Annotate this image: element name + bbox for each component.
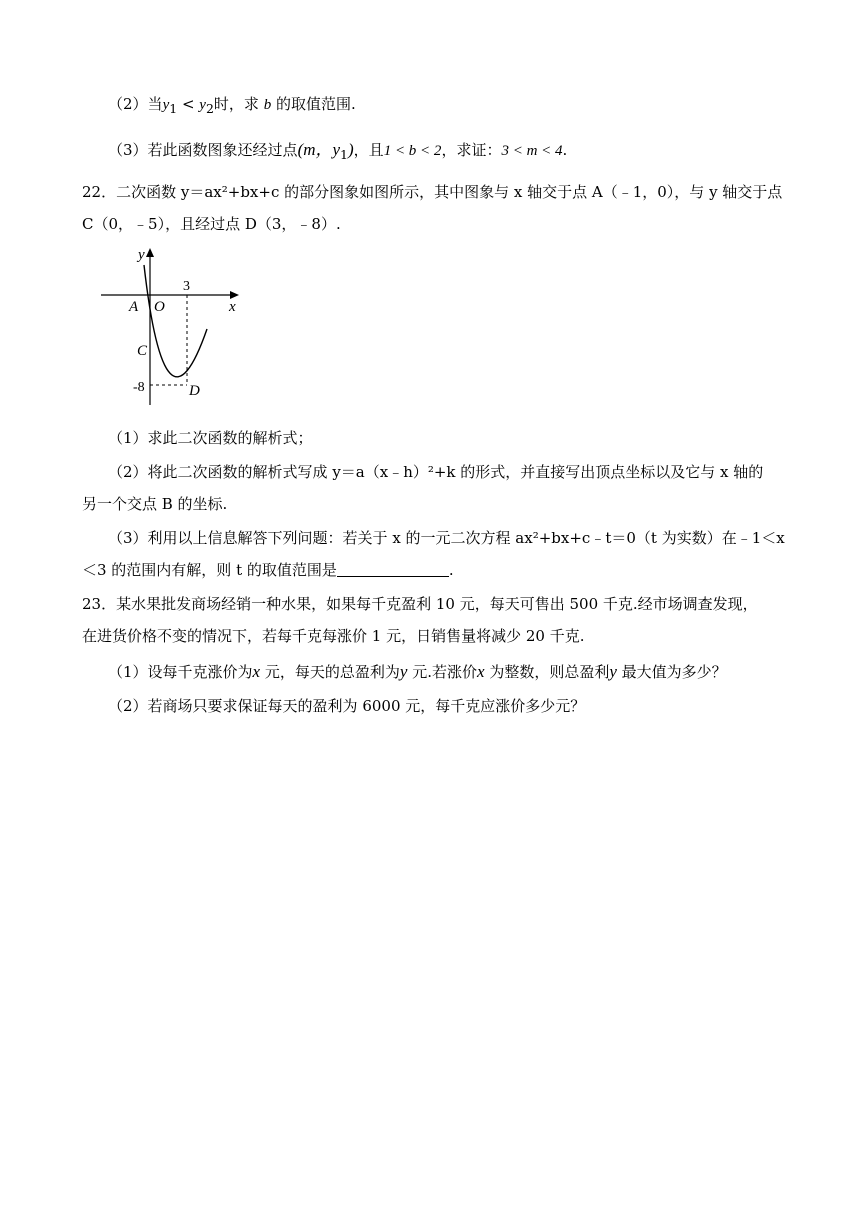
x-axis-arrow-icon [230,291,239,299]
parabola-curve [144,265,207,377]
text: 最大值为多少？ [621,663,727,681]
var-y: y [399,662,408,681]
label-x: x [229,299,236,315]
text: 为整数，则总盈利 [489,663,610,681]
q21-part3 [108,138,567,167]
text: 元，每天的总盈利为 [264,663,400,681]
var-y: y [199,97,206,113]
text: 当 [147,95,163,113]
text: < [177,95,200,113]
q22-stem-line1: 22．二次函数 y＝ax²+bx+c 的部分图象如图所示，其中图象与 x 轴交于点 A（﹣1，0），与 y 轴交于点 [82,183,783,201]
var-y: y [609,662,617,681]
var-x: x [477,662,485,681]
text: 元.若涨价 [412,663,477,681]
proof-target: 3 < m < 4 [501,143,563,159]
label-O: O [154,299,165,315]
text: . [448,561,454,579]
tick-3: 3 [183,279,190,294]
q23-part2: （2）若商场只要求保证每天的盈利为 6000 元，每千克应涨价多少元？ [108,697,586,715]
q22-stem-line2: C（0，﹣5），且经过点 D（3，﹣8）. [82,215,341,233]
condition: 1 < b < 2 [383,143,442,159]
q22-part2-line1: （2）将此二次函数的解析式写成 y＝a（x﹣h）²+k 的形式，并直接写出顶点坐标以及它与 x 轴的 [108,463,764,481]
text: 时，求 [213,95,259,113]
var-x: x [252,662,261,681]
text: 的取值范围. [271,95,356,113]
text: （1）设每千克涨价为 [108,663,253,681]
text: ) [348,140,354,159]
answer-blank[interactable] [337,560,449,577]
subscript: 1 [340,147,348,162]
part-number: （3） [108,141,148,159]
y-axis-arrow-icon [146,248,154,257]
label-C: C [137,343,148,359]
q23-stem-line1: 23．某水果批发商场经销一种水果，如果每千克盈利 10 元，每天可售出 500 千克.经市场调查发现， [82,595,758,613]
parabola-figure [95,245,245,415]
var-b: b [263,97,272,113]
subscript: 1 [169,101,178,116]
tick-neg8: -8 [133,380,145,395]
q23-part1 [108,660,727,684]
text: 若此函数图象还经过点 [147,141,298,159]
point-expression: (m，y [297,140,341,159]
q22-part2-line2: 另一个交点 B 的坐标. [82,495,228,513]
label-y: y [138,247,145,263]
q22-part1: （1）求此二次函数的解析式； [108,429,313,447]
label-D: D [189,383,200,399]
var-y: y [162,97,170,113]
q23-stem-line2: 在进货价格不变的情况下，若每千克每涨价 1 元，日销售量将减少 20 千克. [82,627,585,645]
text: ，求证： [441,141,502,159]
label-A: A [129,299,139,315]
text: . [562,141,568,159]
q22-part3-line2 [82,558,454,582]
subscript: 2 [205,101,214,116]
q21-part2 [108,92,356,121]
q22-part3-line1: （3）利用以上信息解答下列问题：若关于 x 的一元二次方程 ax²+bx+c﹣t＝0（t 为实数）在﹣1＜x [108,529,785,547]
text: ＜3 的范围内有解，则 t 的取值范围是 [82,561,337,579]
text: ，且 [353,141,384,159]
part-number: （2） [108,95,148,113]
